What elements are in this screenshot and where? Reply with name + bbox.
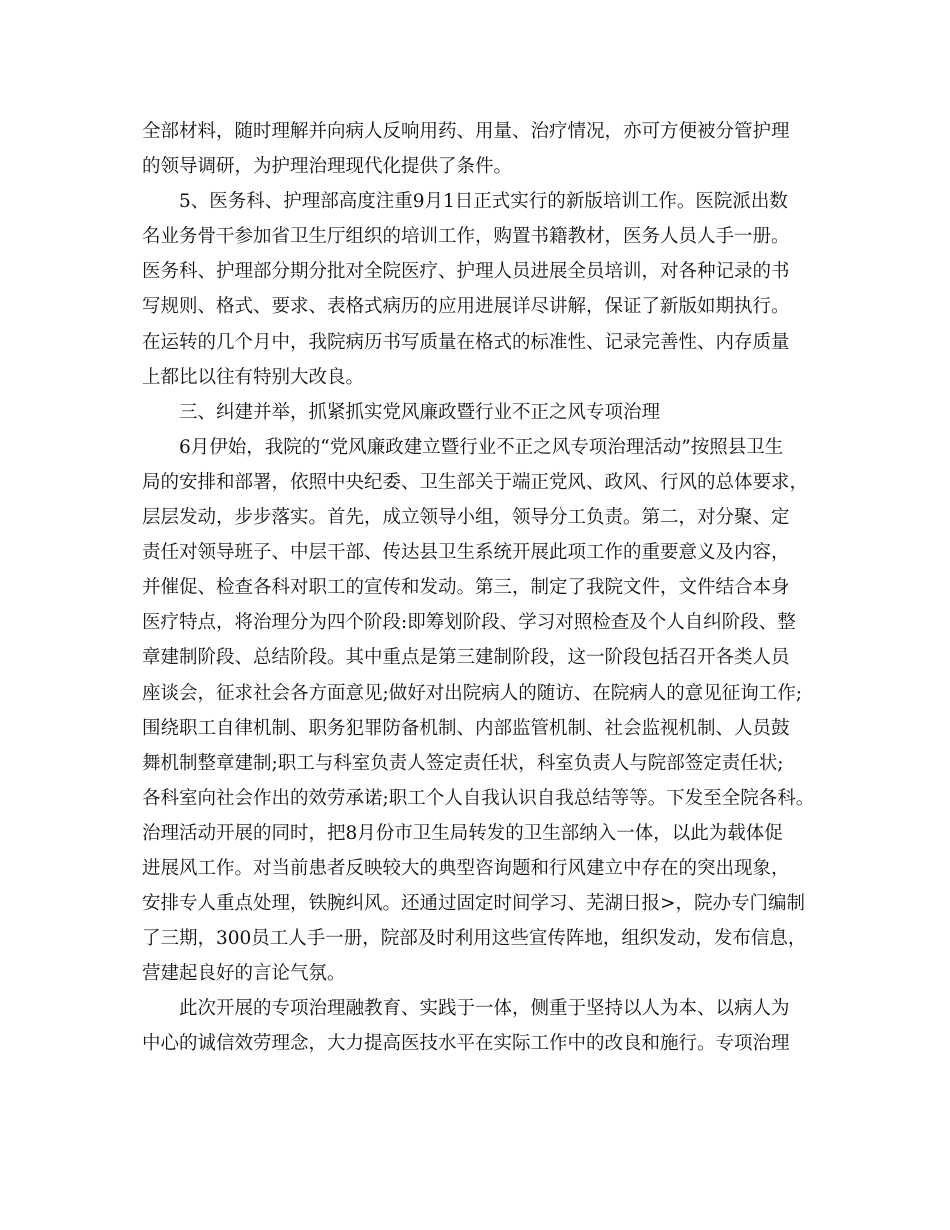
text-line: 医疗特点，将治理分为四个阶段:即筹划阶段、学习对照检查及个人自纠阶段、整: [142, 612, 796, 634]
text-line: 舞机制整章建制;职工与科室负责人签定责任状，科室负责人与院部签定责任状;: [142, 752, 784, 774]
text-line: 中心的诚信效劳理念，大力提高医技水平在实际工作中的改良和施行。专项治理: [142, 1033, 790, 1055]
text-line: 并催促、检查各科对职工的宣传和发动。第三，制定了我院文件，文件结合本身: [142, 577, 790, 599]
text-line: 写规则、格式、要求、表格式病历的应用进展详尽讲解，保证了新版如期执行。: [142, 296, 790, 318]
text-line: 进展风工作。对当前患者反映较大的典型咨询题和行风建立中存在的突出现象，: [142, 857, 790, 879]
text-line: 责任对领导班子、中层干部、传达县卫生系统开展此项工作的重要意义及内容，: [142, 542, 790, 564]
text-line: 营建起良好的言论气氛。: [142, 963, 346, 985]
text-line: 名业务骨干参加省卫生厅组织的培训工作，购置书籍教材，医务人员人手一册。: [142, 226, 790, 248]
text-line: 章建制阶段、总结阶段。其中重点是第三建制阶段，这一阶段包括召开各类人员: [142, 647, 790, 669]
text-line: 医务科、护理部分期分批对全院医疗、护理人员进展全员培训，对各种记录的书: [142, 261, 790, 283]
text-line: 治理活动开展的同时，把8月份市卫生局转发的卫生部纳入一体，以此为载体促: [142, 822, 783, 844]
text-line: 各科室向社会作出的效劳承诺;职工个人自我认识自我总结等等。下发至全院各科。: [142, 787, 815, 809]
document-body: [142, 114, 822, 1062]
text-line: 安排专人重点处理，铁腕纠风。还通过固定时间学习、芜湖日报>，院办专门编制: [142, 893, 806, 915]
text-line: 在运转的几个月中，我院病历书写质量在格式的标准性、记录完善性、内存质量: [142, 331, 790, 353]
text-line: 层层发动，步步落实。首先，成立领导小组，领导分工负责。第二，对分聚、定: [142, 507, 790, 529]
text-line: 全部材料，随时理解并向病人反响用药、用量、治疗情况，亦可方便被分管护理: [142, 121, 790, 142]
text-line: 座谈会，征求社会各方面意见;做好对出院病人的随访、在院病人的意见征询工作;: [142, 682, 802, 704]
text-line: 上都比以往有特别大改良。: [142, 366, 365, 388]
text-line: 三、纠建并举，抓紧抓实党风廉政暨行业不正之风专项治理: [179, 401, 661, 423]
text-line: 围绕职工自律机制、职务犯罪防备机制、内部监管机制、社会监视机制、人员鼓: [142, 717, 790, 739]
text-line: 局的安排和部署，依照中央纪委、卫生部关于端正党风、政风、行风的总体要求，: [142, 471, 809, 493]
text-line: 的领导调研，为护理治理现代化提供了条件。: [142, 156, 513, 178]
text-line: 6月伊始，我院的“党风廉政建立暨行业不正之风专项治理活动”按照县卫生: [179, 436, 784, 458]
text-line: 5、医务科、护理部高度注重9月1日正式实行的新版培训工作。医院派出数: [179, 191, 788, 213]
text-line: 此次开展的专项治理融教育、实践于一体，侧重于坚持以人为本、以病人为: [179, 998, 790, 1020]
text-line: 了三期，300员工人手一册，院部及时利用这些宣传阵地，组织发动，发布信息，: [142, 928, 807, 950]
